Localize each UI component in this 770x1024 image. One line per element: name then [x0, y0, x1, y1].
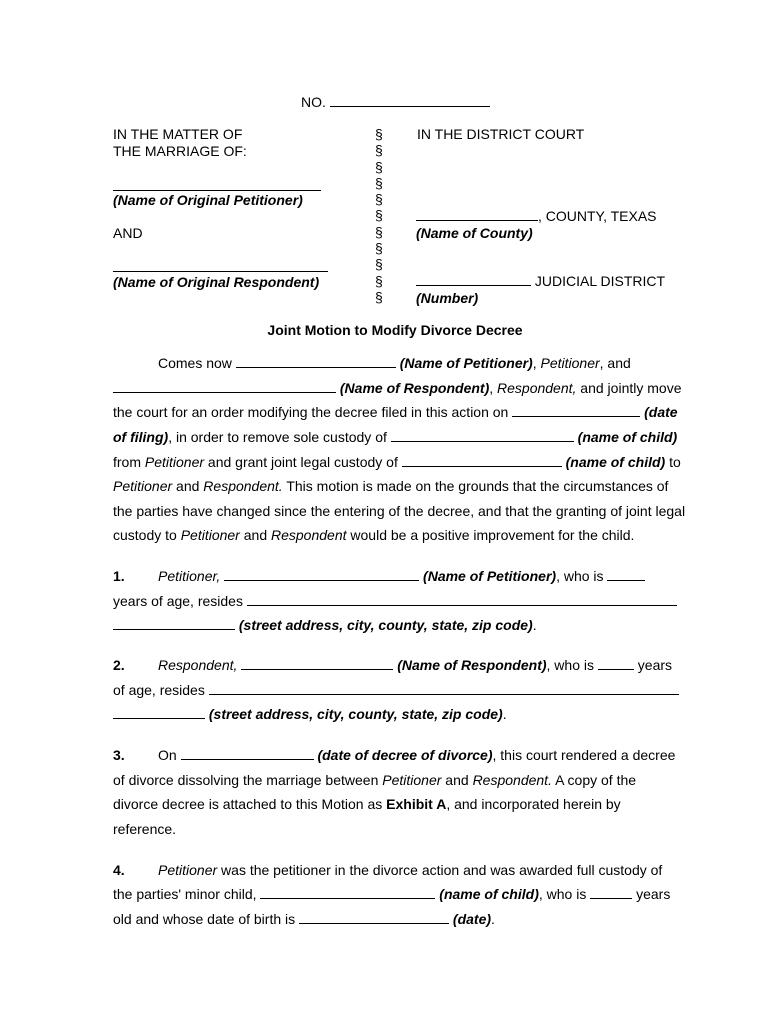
intro-line-5: from Petitioner and grant joint legal custody of (name of child) to: [113, 454, 681, 470]
p2-respondent-name-blank[interactable]: [241, 657, 393, 670]
intro-line-2: (Name of Respondent), Respondent, and jointly move: [113, 380, 681, 396]
document-title: Joint Motion to Modify Divorce Decree: [267, 322, 523, 338]
petitioner-caption-label: (Name of Original Petitioner): [113, 192, 303, 208]
para-1-line-1: 1. Petitioner, (Name of Petitioner), who is: [113, 568, 645, 584]
p4-age-blank[interactable]: [590, 886, 632, 899]
county-line: , COUNTY, TEXAS: [416, 208, 657, 224]
para-2-line-2: of age, resides: [113, 682, 679, 698]
para-3-number: 3.: [113, 747, 125, 763]
decree-date-blank[interactable]: [181, 747, 314, 760]
para-3-line-1: 3. On (date of decree of divorce), this court rendered a decree: [113, 747, 676, 763]
intro-line-6: Petitioner and Respondent. This motion is made on the grounds that the circumstances of: [113, 478, 669, 494]
filing-date-blank[interactable]: [512, 404, 640, 417]
para-1-line-3: (street address, city, county, state, zip code).: [113, 617, 537, 633]
p1-address-blank[interactable]: [113, 617, 235, 630]
number-caption-label: (Number): [416, 290, 479, 306]
petitioner-name-blank[interactable]: [236, 355, 396, 368]
p4-birth-date-blank[interactable]: [299, 911, 449, 924]
p1-residence-blank[interactable]: [247, 593, 677, 606]
court-label: IN THE DISTRICT COURT: [417, 126, 585, 142]
intro-line-3: the court for an order modifying the decree filed in this action on (date: [113, 404, 678, 420]
p2-residence-blank[interactable]: [209, 682, 679, 695]
section-symbol-column: § § § § § § § § § § §: [375, 126, 383, 305]
district-number-blank[interactable]: [416, 273, 531, 286]
intro-line-8: custody to Petitioner and Respondent would be a positive improvement for the child.: [113, 527, 635, 543]
child-name-blank-2[interactable]: [402, 454, 562, 467]
p4-child-name-blank[interactable]: [260, 886, 435, 899]
and-label: AND: [113, 225, 143, 241]
para-1-line-2: years of age, resides: [113, 593, 677, 609]
para-4-line-1: 4. Petitioner was the petitioner in the divorce action and was awarded full custody of: [113, 862, 663, 878]
intro-line-4: of filing), in order to remove sole custody of (name of child): [113, 429, 678, 445]
respondent-caption-label: (Name of Original Respondent): [113, 274, 320, 290]
para-4-line-3: old and whose date of birth is (date).: [113, 911, 495, 927]
para-3-line-4: reference.: [113, 821, 177, 837]
intro-line-1: Comes now (Name of Petitioner), Petitioner, and: [158, 355, 631, 371]
para-2-line-1: 2. Respondent, (Name of Respondent), who is years: [113, 657, 673, 673]
para-3-line-3: divorce decree is attached to this Motion as Exhibit A, and incorporated herein by: [113, 796, 621, 812]
p2-age-blank[interactable]: [598, 657, 634, 670]
county-blank[interactable]: [416, 208, 538, 221]
para-3-line-2: of divorce dissolving the marriage between Petitioner and Respondent. A copy of the: [113, 772, 637, 788]
para-1-number: 1.: [113, 568, 125, 584]
child-name-blank-1[interactable]: [391, 429, 574, 442]
county-caption-label: (Name of County): [416, 225, 533, 241]
case-number-blank[interactable]: [330, 94, 490, 107]
matter-line-2: THE MARRIAGE OF:: [113, 143, 247, 159]
para-4-number: 4.: [113, 862, 125, 878]
para-2-line-3: (street address, city, county, state, zip code).: [113, 706, 507, 722]
district-line: JUDICIAL DISTRICT: [416, 273, 665, 289]
matter-line-1: IN THE MATTER OF: [113, 126, 243, 142]
respondent-name-blank[interactable]: [113, 380, 336, 393]
para-2-number: 2.: [113, 657, 125, 673]
para-4-line-2: the parties' minor child, (name of child), who is years: [113, 886, 671, 902]
original-petitioner-blank[interactable]: [113, 190, 321, 191]
original-respondent-blank[interactable]: [113, 271, 328, 272]
p1-age-blank[interactable]: [607, 568, 645, 581]
p1-petitioner-name-blank[interactable]: [224, 568, 419, 581]
intro-line-7: the parties have changed since the entering of the decree, and that the granting of joint legal: [113, 503, 686, 519]
p2-address-blank[interactable]: [113, 706, 205, 719]
case-number: NO.: [301, 94, 490, 110]
